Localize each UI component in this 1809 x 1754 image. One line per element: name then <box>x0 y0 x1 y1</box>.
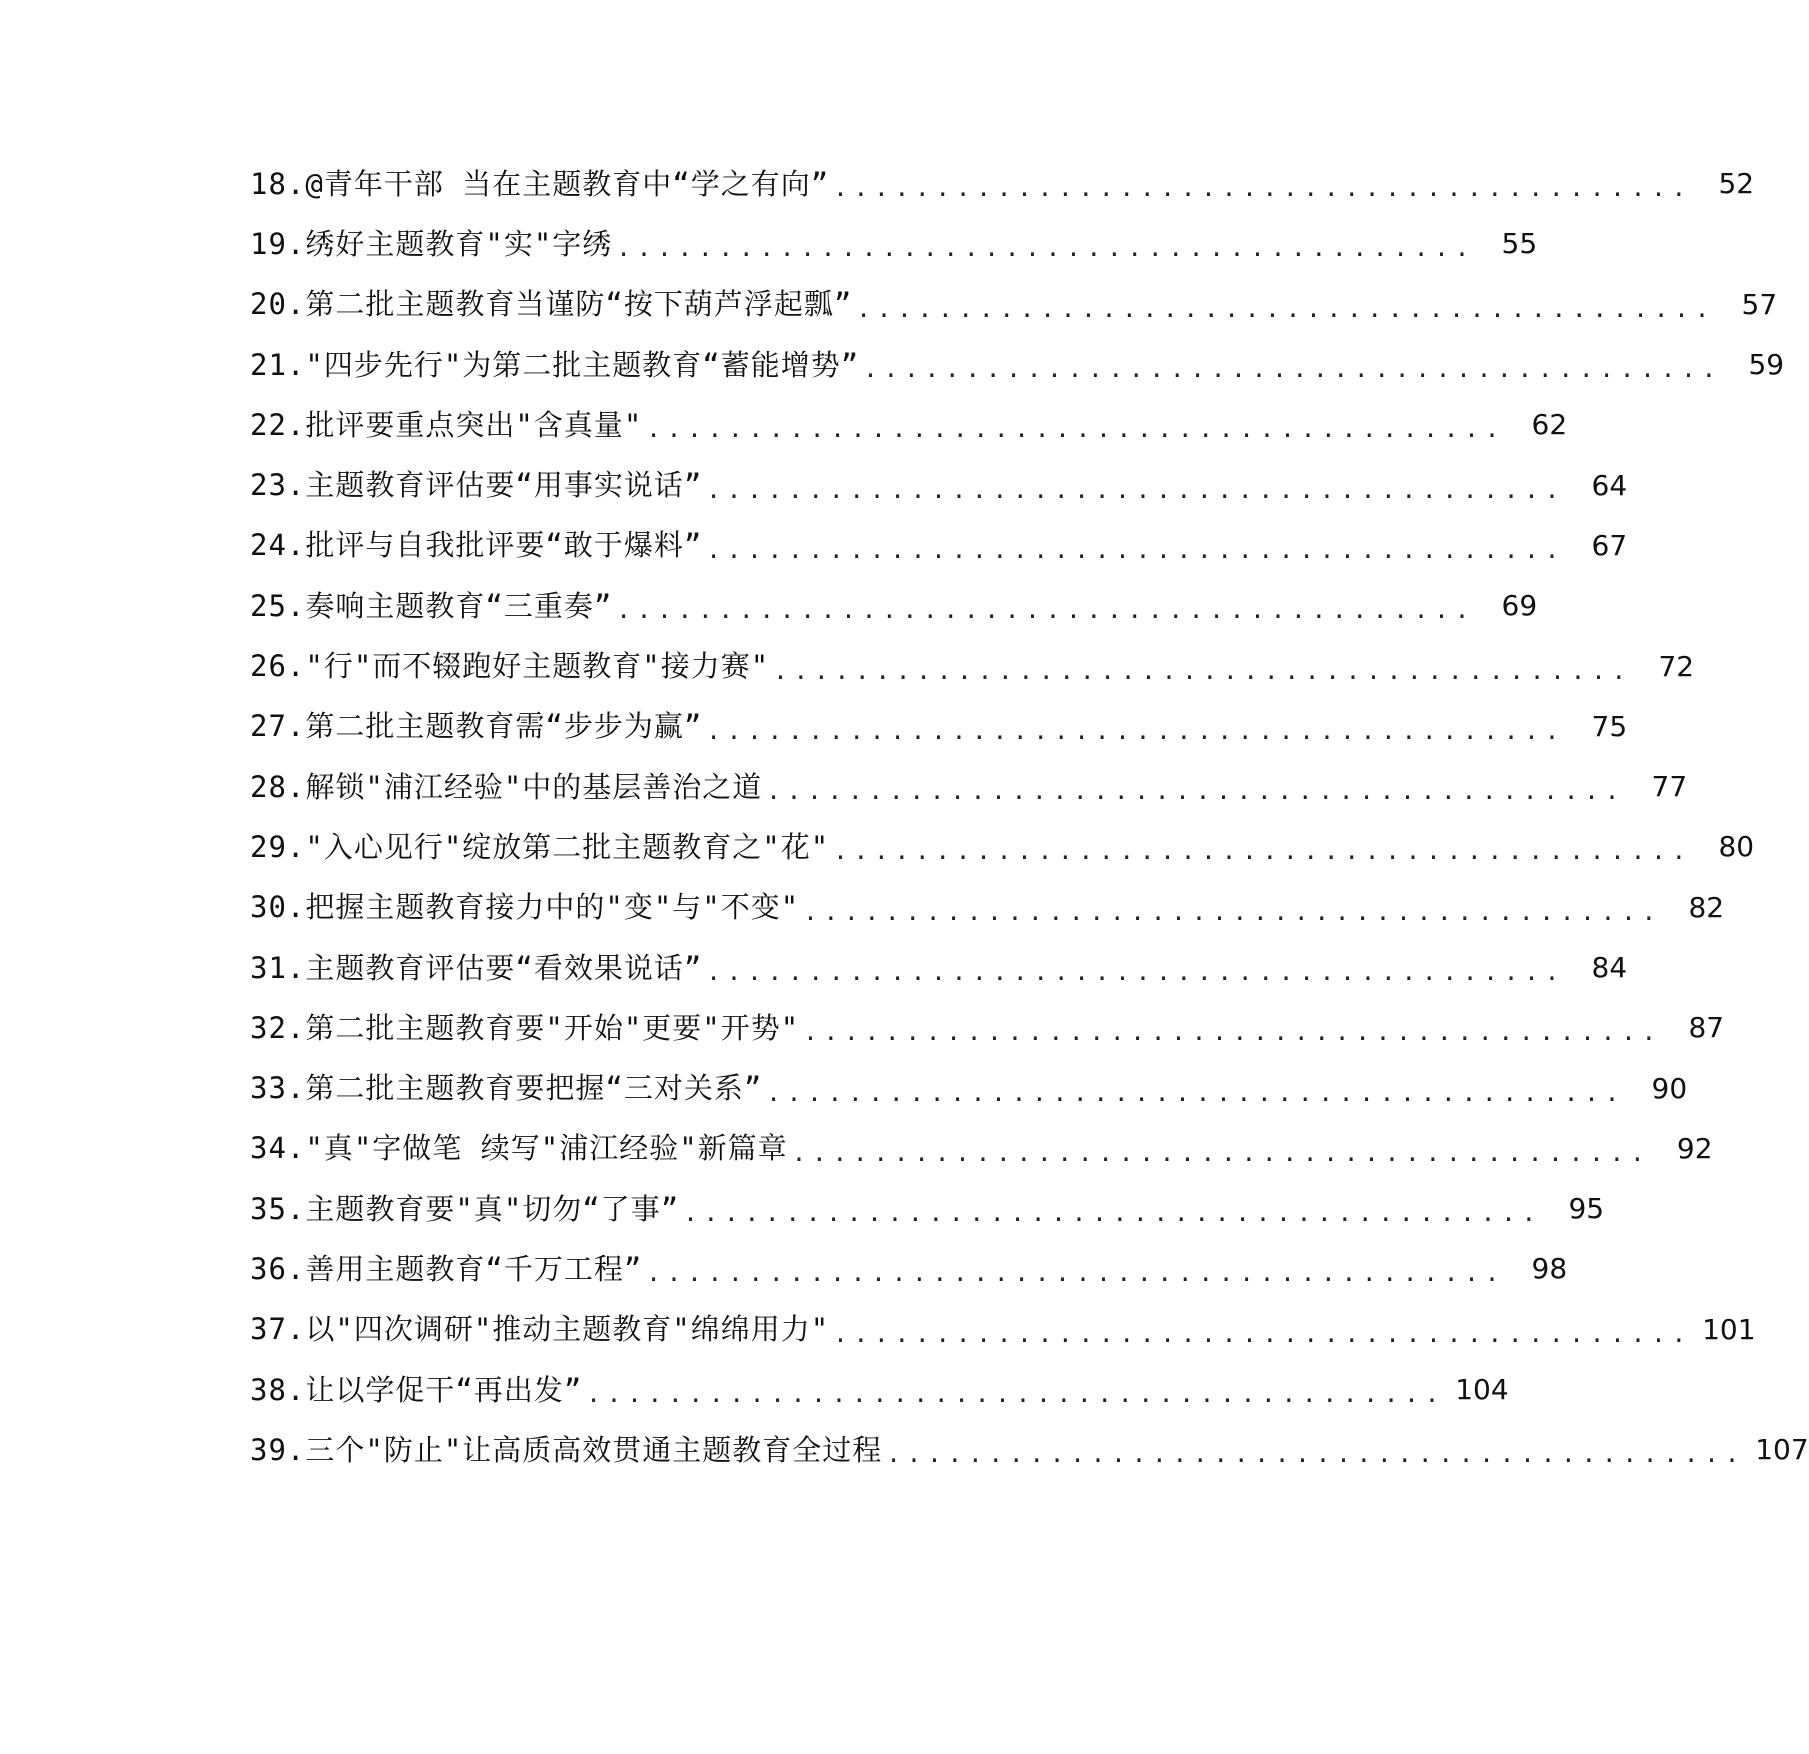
toc-entry-page: 55 <box>1501 227 1538 261</box>
toc-entry-page: 67 <box>1591 528 1628 562</box>
toc-entry[interactable] <box>250 636 1695 696</box>
dot-leader: .......................................... <box>766 777 1626 806</box>
toc-entry[interactable] <box>250 455 1628 515</box>
toc-entry-title: 33.第二批主题教育要把握“三对关系” <box>250 1071 763 1106</box>
toc-entry-page: 104 <box>1455 1373 1509 1407</box>
toc-entry-title: 36.善用主题教育“千万工程” <box>250 1251 643 1286</box>
toc-entry-page: 98 <box>1531 1252 1568 1286</box>
dot-leader: .......................................... <box>773 656 1633 685</box>
toc-entry-page: 95 <box>1568 1192 1605 1226</box>
toc-entry-page: 64 <box>1591 468 1628 502</box>
dot-leader: .......................................... <box>586 1380 1446 1409</box>
toc-entry[interactable] <box>250 878 1725 938</box>
toc-entry-page: 87 <box>1688 1011 1725 1045</box>
dot-leader: .......................................... <box>646 415 1506 444</box>
dot-leader: .......................................... <box>646 1259 1506 1288</box>
toc-entry-title: 29."入心见行"绽放第二批主题教育之"花" <box>250 829 830 864</box>
dot-leader: .......................................... <box>833 837 1693 866</box>
toc-entry-title: 39.三个"防止"让高质高效贯通主题教育全过程 <box>250 1432 883 1467</box>
dot-leader: .......................................... <box>616 234 1476 263</box>
toc-entry-title: 38.让以学促干“再出发” <box>250 1372 583 1407</box>
toc-entry[interactable] <box>250 335 1785 395</box>
dot-leader: .......................................... <box>706 958 1566 986</box>
toc-entry[interactable] <box>250 576 1538 636</box>
toc-entry-page: 69 <box>1501 589 1538 623</box>
dot-leader: .......................................... <box>616 596 1476 625</box>
toc-entry-title: 18.@青年干部 当在主题教育中“学之有向” <box>250 166 830 201</box>
toc-entry[interactable] <box>250 395 1568 455</box>
toc-entry[interactable] <box>250 154 1755 214</box>
toc-entry[interactable] <box>250 1300 1756 1360</box>
toc-entry-title: 23.主题教育评估要“用事实说话” <box>250 468 703 503</box>
dot-leader: .......................................... <box>766 1078 1626 1107</box>
dot-leader: .......................................... <box>803 897 1663 926</box>
toc-entry-title: 27.第二批主题教育需“步步为赢” <box>250 709 703 744</box>
toc-entry[interactable] <box>250 1239 1568 1299</box>
dot-leader: .......................................... <box>803 1018 1663 1047</box>
dot-leader: .......................................... <box>856 294 1716 323</box>
dot-leader: .......................................... <box>706 475 1566 504</box>
toc-entry-page: 80 <box>1718 830 1755 864</box>
toc-entry-title: 20.第二批主题教育当谨防“按下葫芦浮起瓢” <box>250 287 853 322</box>
toc-entry-title: 35.主题教育要"真"切勿“了事” <box>250 1191 680 1226</box>
toc-entry[interactable] <box>250 275 1778 335</box>
toc-entry-title: 34."真"字做笔 续写"浦江经验"新篇章 <box>250 1131 788 1166</box>
toc-entry-title: 32.第二批主题教育要"开始"更要"开势" <box>250 1010 800 1045</box>
toc-entry-page: 59 <box>1748 348 1785 382</box>
toc-entry[interactable] <box>250 1058 1688 1118</box>
toc-entry-title: 25.奏响主题教育“三重奏” <box>250 588 613 623</box>
toc-entry-page: 90 <box>1651 1071 1688 1105</box>
toc-entry-page: 75 <box>1591 709 1628 743</box>
toc-entry-page: 57 <box>1741 287 1778 321</box>
toc-entry[interactable] <box>250 214 1538 274</box>
toc-entry-title: 19.绣好主题教育"实"字绣 <box>250 226 613 261</box>
dot-leader: .......................................... <box>683 1199 1543 1228</box>
toc-entry[interactable] <box>250 516 1628 576</box>
dot-leader: .......................................... <box>791 1138 1651 1167</box>
toc-entry-title: 26."行"而不辍跑好主题教育"接力赛" <box>250 649 770 684</box>
toc-entry-title: 21."四步先行"为第二批主题教育“蓄能增势” <box>250 347 860 382</box>
toc-entry-title: 31.主题教育评估要“看效果说话” <box>250 950 703 985</box>
toc-entry-page: 62 <box>1531 408 1568 442</box>
toc-entry-title: 28.解锁"浦江经验"中的基层善治之道 <box>250 769 763 804</box>
toc-entry-page: 52 <box>1718 167 1755 201</box>
table-of-contents <box>250 154 1809 1481</box>
toc-entry[interactable] <box>250 998 1725 1058</box>
dot-leader: .......................................... <box>863 355 1723 384</box>
toc-entry[interactable] <box>250 938 1628 998</box>
toc-entry-title: 24.批评与自我批评要“敢于爆料” <box>250 528 703 563</box>
toc-entry-page: 107 <box>1755 1433 1809 1467</box>
toc-entry[interactable] <box>250 1420 1809 1480</box>
toc-entry[interactable] <box>250 697 1628 757</box>
toc-entry[interactable] <box>250 817 1755 877</box>
toc-entry-page: 77 <box>1651 770 1688 804</box>
toc-entry-page: 101 <box>1702 1312 1756 1346</box>
toc-entry[interactable] <box>250 1179 1605 1239</box>
dot-leader: .......................................... <box>706 716 1566 745</box>
toc-entry-title: 30.把握主题教育接力中的"变"与"不变" <box>250 890 800 925</box>
dot-leader: .......................................... <box>833 174 1693 203</box>
toc-entry-page: 84 <box>1591 951 1628 984</box>
dot-leader: .......................................... <box>706 535 1566 564</box>
toc-entry-page: 92 <box>1676 1131 1713 1165</box>
toc-entry[interactable] <box>250 757 1688 817</box>
dot-leader: .......................................... <box>886 1440 1746 1469</box>
toc-entry[interactable] <box>250 1360 1509 1420</box>
dot-leader: .......................................... <box>833 1319 1693 1348</box>
toc-entry-title: 22.批评要重点突出"含真量" <box>250 407 643 442</box>
toc-entry-title: 37.以"四次调研"推动主题教育"绵绵用力" <box>250 1312 830 1347</box>
toc-entry[interactable] <box>250 1119 1713 1179</box>
toc-entry-page: 72 <box>1658 649 1695 683</box>
toc-entry-page: 82 <box>1688 890 1725 924</box>
